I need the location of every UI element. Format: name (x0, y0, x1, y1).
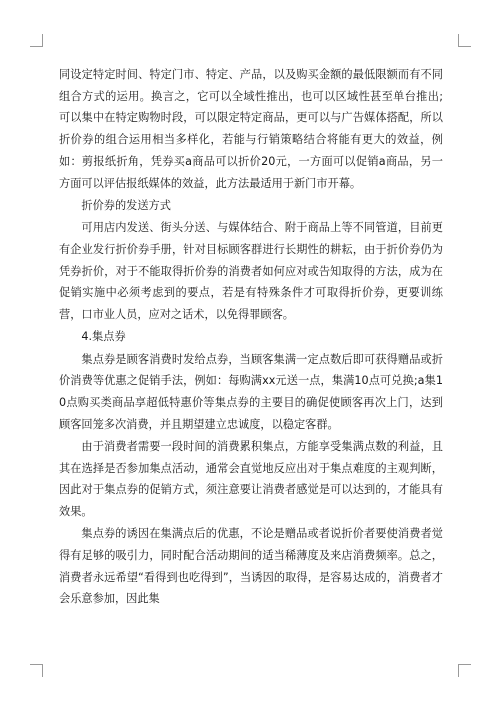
heading-point-coupon: 4.集点券 (81, 330, 126, 344)
document-body (59, 64, 443, 611)
crop-mark-bottom-right (458, 664, 471, 677)
crop-mark-top-right (458, 34, 471, 47)
paragraph-coupon-combinations: 同设定特定时间、特定门市、特定、产品，以及购买金额的最低限额而有不同组合方式的运用。换言之，它可以全域性推出，也可以区域性甚至单台推出;可以集中在特定购物时段，可以限定特定商品，更可以与广告媒体搭配，所以折价券的组合运用相当多样化，若能与行销策略结合将能有更大的效益，例如：剪报纸折角，凭券买a商品可以折价20元，一方面可以促销a商品，另一方面可以评估报纸媒体的效益，此方法最适用于新门市开幕。 (59, 68, 443, 190)
paragraph-point-coupon-definition: 集点券是顾客消费时发给点券，当顾客集满一定点数后即可获得赠品或折价消费等优惠之促销手法，例如：每购满xx元送一点，集满10点可兑换;a集10点购买类商品享超低特惠价等集点券的主要目的确促使顾客再次上门，达到顾客回笼多次消费，并且期望建立忠诚度，以稳定客群。 (59, 352, 443, 431)
crop-mark-bottom-left (30, 664, 43, 677)
crop-mark-top-left (30, 34, 43, 47)
heading-coupon-distribution: 折价券的发送方式 (81, 198, 171, 212)
paragraph-point-incentive: 集点券的诱因在集满点后的优惠，不论是赠品或者说折价者要使消费者觉得有足够的吸引力，同时配合活动期间的适当稀薄度及来店消费频率。总之，消费者永远希望“看得到也吃得到”，当诱因的取得，是容易达成的，消费者才会乐意参加，因此集 (59, 527, 443, 606)
paragraph-point-accumulation: 由于消费者需要一段时间的消费累积集点，方能享受集满点数的利益，且其在选择是否参加集点活动，通常会直觉地反应出对于集点难度的主观判断，因此对于集点券的促销方式，须注意要让消费者感觉是可以达到的，才能具有效果。 (59, 439, 443, 519)
paragraph-coupon-distribution: 可用店内发送、街头分送、与媒体结合、附于商品上等不同管道，目前更有企业发行折价券手册，针对目标顾客群进行长期性的耕耘，由于折价券仍为凭券折价，对于不能取得折价券的消费者如何应对或告知取得的方法，成为在促销实施中必须考虑到的要点，若是有特殊条件才可取得折价券，更要训练营，口市业人员，应对之话术，以免得罪顾客。 (59, 221, 443, 321)
